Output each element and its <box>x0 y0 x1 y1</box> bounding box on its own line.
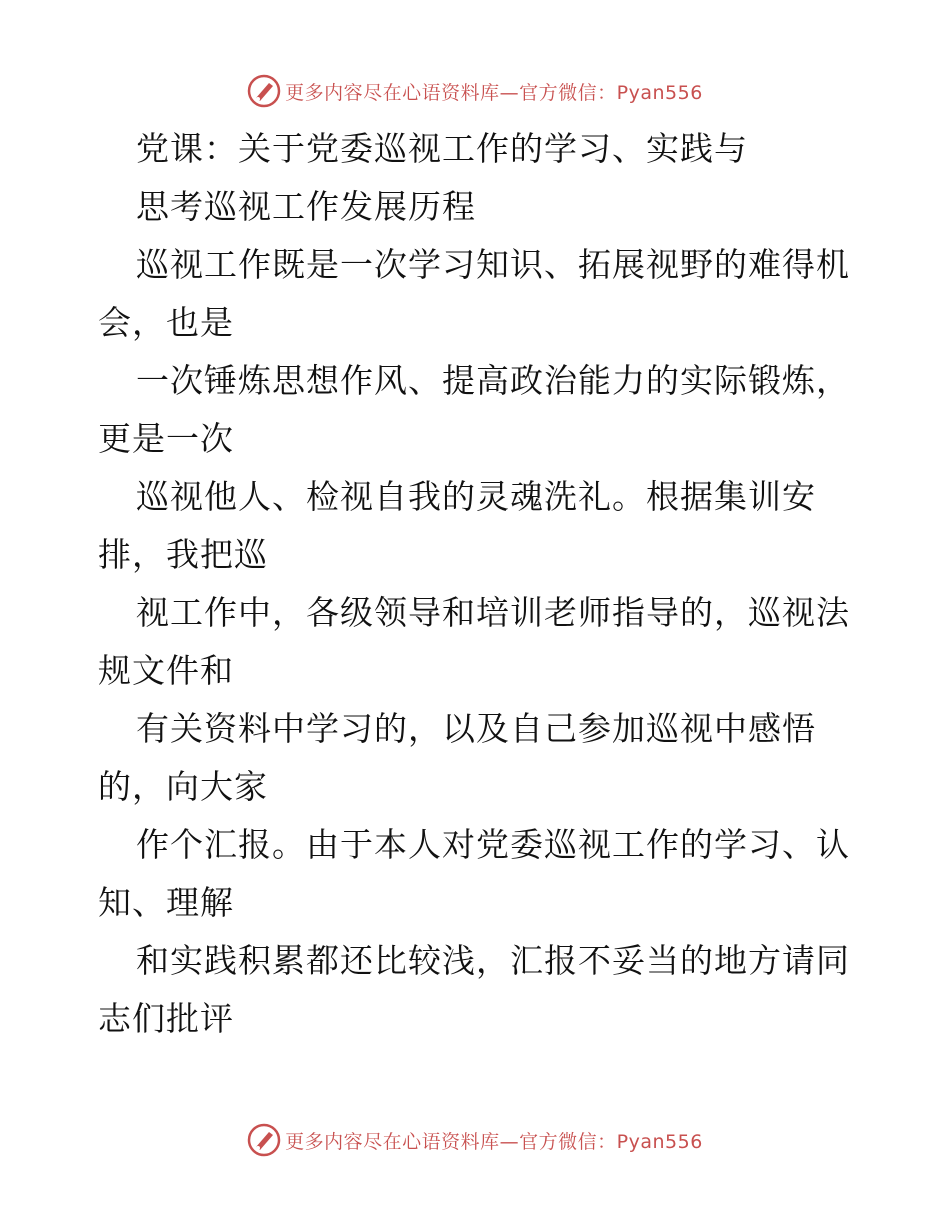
footer-banner-text: 更多内容尽在心语资料库—官方微信：Pyan556 <box>285 1130 703 1153</box>
header-banner-text: 更多内容尽在心语资料库—官方微信：Pyan556 <box>285 81 703 104</box>
paragraph-line: 巡视他人、检视自我的灵魂洗礼。根据集训安 <box>136 477 816 516</box>
paragraph-line: 知、理解 <box>98 883 234 922</box>
paragraph-line: 会，也是 <box>98 303 234 342</box>
paragraph-line: 的，向大家 <box>98 767 268 806</box>
header-banner <box>0 71 950 111</box>
paragraph-line: 更是一次 <box>98 419 234 458</box>
pen-nib-logo-icon <box>247 1123 281 1157</box>
document-title-line-2: 思考巡视工作发展历程 <box>136 187 476 226</box>
paragraph-line: 有关资料中学习的，以及自己参加巡视中感悟 <box>136 709 816 748</box>
paragraph-line: 排，我把巡 <box>98 535 268 574</box>
paragraph-line: 巡视工作既是一次学习知识、拓展视野的难得机 <box>136 245 850 284</box>
paragraph-line: 视工作中，各级领导和培训老师指导的，巡视法 <box>136 593 850 632</box>
paragraph-line: 一次锤炼思想作风、提高政治能力的实际锻炼， <box>136 361 850 400</box>
document-title-line-1: 党课：关于党委巡视工作的学习、实践与 <box>136 129 748 168</box>
footer-banner <box>0 1120 950 1160</box>
paragraph-line: 作个汇报。由于本人对党委巡视工作的学习、认 <box>136 825 850 864</box>
document-body <box>98 120 858 1048</box>
paragraph-line: 志们批评 <box>98 999 234 1038</box>
paragraph-line: 规文件和 <box>98 651 234 690</box>
pen-nib-logo-icon <box>247 74 281 108</box>
paragraph-line: 和实践积累都还比较浅，汇报不妥当的地方请同 <box>136 941 850 980</box>
